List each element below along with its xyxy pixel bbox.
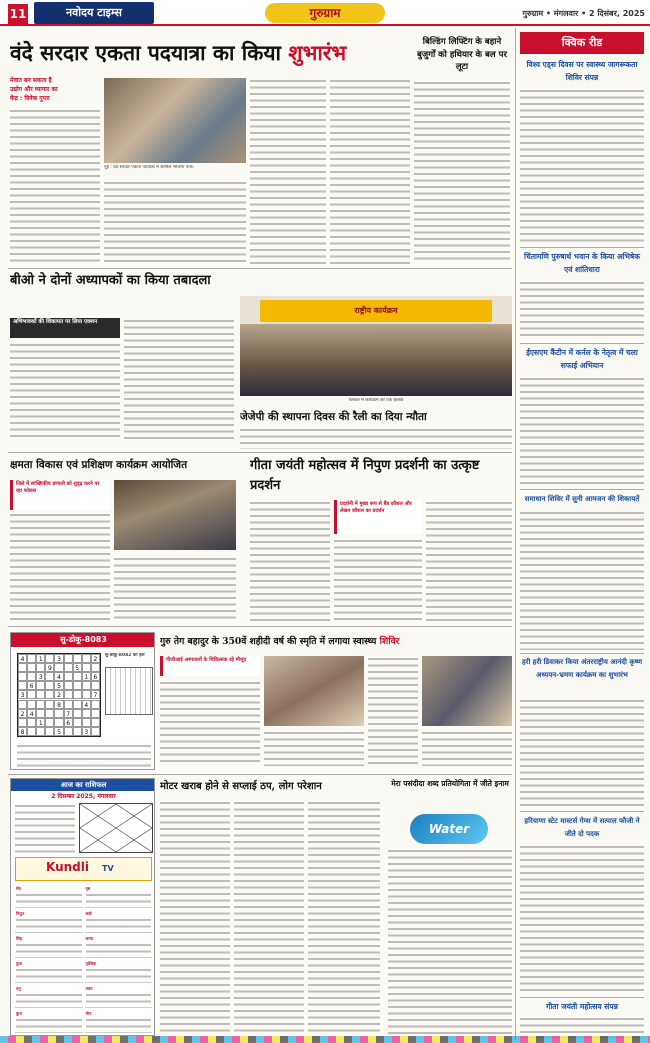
sudoku-cell [73, 681, 82, 690]
divider [520, 489, 644, 490]
lead-photo-caption: नूंह : वंदे सरदार एकता पदयात्रा में शामिल भाजपा नेता। [104, 165, 194, 170]
sudoku-cell [82, 681, 91, 690]
sudoku-cell [18, 700, 27, 709]
guru-body-col3 [368, 656, 418, 766]
rashi-sign [85, 960, 153, 983]
harihar-headline: हरी हरी डिवाकर किया अंतरराष्ट्रीय आनंदी कृष्ण अध्ययन-भ्रमण कार्यक्रम का शुभारंभ [521, 657, 643, 679]
sudoku-grid [17, 653, 101, 737]
bio-body-col2 [124, 318, 234, 440]
rashi-sign [15, 960, 83, 983]
sudoku-cell: 8 [18, 727, 27, 736]
sudoku-cell [73, 672, 82, 681]
rashi-sign-text [86, 1017, 152, 1031]
motor-headline: मोटर खराब होने से सप्लाई ठप, लोग परेशान [160, 781, 322, 792]
sudoku-cell [45, 690, 54, 699]
rashi-sign [85, 910, 153, 933]
sudoku-cell: 2 [54, 690, 63, 699]
divider [520, 997, 644, 998]
sudoku-cell [82, 690, 91, 699]
sudoku-cell: 3 [82, 727, 91, 736]
guru-body-col1 [160, 680, 260, 766]
lead-kicker-line3: केंद्र : विवेक गुप्ता [10, 95, 50, 102]
gita-rt-body [520, 1016, 644, 1038]
lead-headline [10, 38, 420, 72]
lead-photo [104, 78, 246, 163]
rashi-sign-name: धनु [16, 986, 21, 991]
motor-body-col2 [234, 800, 304, 1036]
building-body [414, 80, 510, 264]
sudoku-cell: 9 [45, 663, 54, 672]
rashi-sign [85, 885, 153, 908]
esim-headline: ईएसएम कैंटीन में कर्नल के नेतृत्व में चला सफाई अभियान [526, 348, 638, 370]
column-divider [515, 28, 516, 1040]
sudoku-cell [27, 727, 36, 736]
rashi-sign-name: मीन [85, 1011, 92, 1016]
rashi-sign-text [16, 942, 82, 956]
rashi-sign [85, 1010, 153, 1033]
sudoku-cell [36, 681, 45, 690]
sudoku-cell [45, 654, 54, 663]
sudoku-cell: 2 [91, 654, 100, 663]
sudoku-cell [64, 681, 73, 690]
lead-body-col3 [250, 78, 326, 264]
masthead [0, 0, 650, 26]
sudoku-cell: 4 [82, 700, 91, 709]
rashi-sign-text [86, 917, 152, 931]
rashi-sign-text [86, 967, 152, 981]
sudoku-cell [54, 663, 63, 672]
sudoku-cell: 7 [91, 690, 100, 699]
building-headline: बिल्डिंग लिफ्टिंग के बहाने बुजुर्गों को हथियार के बल पर लूटा [417, 37, 507, 72]
rashi-sign-name: कन्या [85, 936, 94, 941]
sudoku-cell [18, 718, 27, 727]
sudoku-cell [64, 663, 73, 672]
guru-body-col4 [422, 730, 512, 766]
sudoku-cell: 1 [36, 718, 45, 727]
divider [8, 268, 512, 269]
sudoku-cell [73, 700, 82, 709]
rashi-sign-name: कर्क [85, 911, 92, 916]
rashi-sign-name: मेष [16, 886, 21, 891]
registration-strip [0, 1036, 650, 1043]
sudoku-cell [64, 690, 73, 699]
rashi-sign-name: कुंभ [16, 1011, 22, 1016]
rashi-sign [15, 885, 83, 908]
water-logo [410, 814, 488, 844]
sudoku-cell: 1 [82, 672, 91, 681]
rashi-sign-name: मकर [85, 986, 93, 991]
training-kicker: जिले में सांख्यिकीय प्रणाली को सुदृढ़ करने पर रहा फोकस [10, 480, 110, 510]
sudoku-answer-grid [105, 667, 153, 715]
guru-headline-text: गुरु तेग बहादुर के 350वें शहीदी वर्ष की स्मृति में लगाया स्वास्थ्य [160, 636, 377, 647]
event-banner: राष्ट्रीय कार्यक्रम [260, 300, 492, 322]
lead-headline-highlight: शुभारंभ [288, 40, 347, 65]
kundli-chart [79, 803, 153, 853]
lead-body-col1 [10, 108, 100, 264]
event-crowd [240, 324, 512, 396]
guru-headline [160, 632, 512, 652]
sudoku-cell [91, 727, 100, 736]
divider [8, 452, 512, 453]
sudoku-cell: 5 [73, 663, 82, 672]
lead-kicker-line2: उद्योग और व्यापार का [10, 86, 58, 93]
sudoku-cell [45, 709, 54, 718]
rashi-sign-text [16, 967, 82, 981]
sudoku-cell [27, 700, 36, 709]
lead-headline-text: वंदे सरदार एकता पदयात्रा का किया [10, 40, 281, 65]
sudoku-cell [27, 663, 36, 672]
sudoku-cell: 2 [18, 709, 27, 718]
sudoku-cell [91, 681, 100, 690]
sudoku-cell [91, 700, 100, 709]
gita-body-col3 [426, 500, 512, 622]
sudoku-cell: 3 [18, 690, 27, 699]
rashi-sign [15, 985, 83, 1008]
sudoku-cell: 6 [27, 681, 36, 690]
gita-headline: गीता जयंती महोत्सव में निपुण प्रदर्शनी का उत्कृष्ट प्रदर्शन [250, 458, 480, 493]
event-caption: पलवल में कार्यक्रम की एक झलक [348, 398, 404, 403]
sudoku-cell [64, 727, 73, 736]
sudoku-cell [36, 663, 45, 672]
kundli-diagram [80, 804, 152, 852]
sudoku-cell [64, 672, 73, 681]
training-body-col2 [114, 556, 236, 622]
training-headline: क्षमता विकास एवं प्रशिक्षण कार्यक्रम आयोजित [10, 459, 188, 471]
sudoku-cell [36, 690, 45, 699]
divider [520, 653, 644, 654]
divider [520, 811, 644, 812]
guru-photo-2 [422, 656, 512, 726]
guru-kicker: पीजीआई अस्पतालों के चिकित्सक रहे मौजूद [160, 656, 260, 676]
sudoku-cell [82, 718, 91, 727]
sudoku-cell [27, 654, 36, 663]
sudoku-cell [45, 727, 54, 736]
guru-body-col2 [264, 730, 364, 766]
rashi-sign-name: सिंह [16, 936, 22, 941]
gita-rt-headline: गीता जयंती महोत्सव संपन्न [546, 1002, 618, 1011]
rashi-sign-name: वृश्चिक [85, 961, 97, 966]
rashi-sign [15, 935, 83, 958]
sudoku-cell [73, 727, 82, 736]
rashi-sign [85, 985, 153, 1008]
aids-body [520, 88, 644, 244]
water-logo-text: Water [428, 822, 470, 836]
sudoku-cell [73, 690, 82, 699]
rashi-sign-text [16, 892, 82, 906]
jjp-body [240, 427, 512, 449]
harihar-body [520, 698, 644, 808]
sudoku-cell [64, 654, 73, 663]
sudoku-cell: 4 [27, 709, 36, 718]
sudoku-cell [18, 681, 27, 690]
rashi-sign-text [86, 892, 152, 906]
dateline: गुरुग्राम • मंगलवार • 2 दिसंबर, 2025 [522, 9, 645, 18]
sudoku-cell: 1 [36, 654, 45, 663]
paper-name: नवोदय टाइम्स [34, 2, 154, 24]
sudoku-cell: 4 [18, 654, 27, 663]
samadhan-headline: समाधान शिविर में सुनी आमजन की शिकायतें [524, 494, 640, 503]
sudoku-title: सु-डोकू-8083 [11, 633, 155, 647]
sudoku-cell [45, 681, 54, 690]
divider [8, 626, 512, 627]
sudoku-cell [36, 727, 45, 736]
event-photo [240, 296, 512, 396]
sudoku-cell [91, 663, 100, 672]
sudoku-cell: 4 [54, 672, 63, 681]
guru-headline-highlight: शिविर [379, 636, 400, 647]
sudoku-cell [73, 709, 82, 718]
rashi-sign [15, 910, 83, 933]
sudoku-answer-title: सु-डोकू-8082 का हल [105, 653, 145, 658]
sudoku-cell: 3 [54, 654, 63, 663]
quick-read-header: क्विक रीड [520, 32, 644, 54]
sudoku-cell [18, 672, 27, 681]
sudoku-cell [36, 709, 45, 718]
section-badge: गुरुग्राम [265, 3, 385, 23]
sudoku-cell [45, 700, 54, 709]
mera-headline: मेरा पसंदीदा शब्द प्रतियोगिता में जीते इनाम [391, 779, 509, 788]
sudoku-cell: 5 [54, 681, 63, 690]
sudoku-cell [54, 709, 63, 718]
rashi-sign-name: मिथुन [16, 911, 25, 916]
divider [520, 247, 644, 248]
haryana-headline: हरियाणा स्टेट मास्टर्स गेम्स में सत्पाल फौजी ने जीते दो पदक [524, 816, 640, 838]
training-photo [114, 480, 236, 550]
divider [8, 774, 512, 775]
bio-headline: बीओ ने दोनों अध्यापकों का किया तबादला [10, 273, 211, 288]
sudoku-instructions [17, 743, 151, 767]
rashi-sign-name: तुला [16, 961, 23, 966]
jjp-headline: जेजेपी की स्थापना दिवस की रैली का दिया न्यौता [240, 411, 427, 423]
samadhan-body [520, 510, 644, 650]
sudoku-cell [64, 700, 73, 709]
sudoku-box [10, 632, 155, 770]
lead-kicker [10, 76, 100, 106]
sudoku-cell [45, 672, 54, 681]
sudoku-cell [73, 718, 82, 727]
rashifal-box [10, 778, 155, 1036]
gita-kicker: प्रदर्शनी में मुख्य रूप से बैंड कौशल और लेखन कौशल का प्रदर्शन [334, 500, 422, 534]
rashifal-panchang [15, 803, 75, 853]
sudoku-cell [73, 654, 82, 663]
page-number: 11 [8, 4, 28, 24]
bio-kicker: अभिभावकों की शिकायत पर लिया एक्शन [10, 318, 120, 338]
rashi-sign-name: वृष [85, 886, 91, 891]
sudoku-cell [82, 663, 91, 672]
rashi-sign-text [86, 942, 152, 956]
sudoku-cell: 6 [91, 672, 100, 681]
rashi-sign-text [16, 917, 82, 931]
kundli-ad-brand: Kundli [46, 860, 89, 874]
mera-body [388, 848, 512, 1036]
sudoku-cell: 3 [36, 672, 45, 681]
sudoku-cell [54, 718, 63, 727]
sudoku-cell: 5 [54, 727, 63, 736]
sudoku-cell [27, 672, 36, 681]
chintamani-headline: चिंतामणि पुरुषार्थ भवान के किया अभिषेक एवं शांतिधारा [524, 252, 640, 274]
sudoku-cell: 8 [54, 700, 63, 709]
haryana-body [520, 844, 644, 994]
sudoku-cell [91, 709, 100, 718]
lead-body-col2 [104, 180, 246, 264]
rashi-sign-text [16, 1017, 82, 1031]
motor-body-col3 [308, 800, 380, 1036]
esim-body [520, 376, 644, 486]
training-body-col1 [10, 512, 110, 622]
lead-kicker-line1: मेवात बन सकता है [10, 77, 52, 84]
sudoku-cell [91, 718, 100, 727]
rashi-sign [15, 1010, 83, 1033]
sudoku-cell [45, 718, 54, 727]
rashi-sign-text [16, 992, 82, 1006]
sudoku-cell [18, 663, 27, 672]
sudoku-cell [82, 709, 91, 718]
sudoku-cell: 7 [64, 709, 73, 718]
divider [520, 343, 644, 344]
sudoku-cell [27, 690, 36, 699]
sudoku-cell: 6 [64, 718, 73, 727]
chintamani-body [520, 280, 644, 340]
sudoku-cell [27, 718, 36, 727]
bio-body-col1 [10, 342, 120, 440]
sudoku-cell [82, 654, 91, 663]
sudoku-cell [36, 700, 45, 709]
rashifal-title: आज का राशिफल [11, 779, 155, 791]
rashi-sign [85, 935, 153, 958]
rashifal-signs [15, 885, 152, 1033]
kundli-ad-tv: TV [102, 864, 114, 873]
lead-body-col4 [330, 78, 410, 264]
kundli-ad [15, 857, 152, 881]
gita-body-col1 [250, 500, 330, 622]
rashi-sign-text [86, 992, 152, 1006]
motor-body-col1 [160, 800, 230, 1036]
rashifal-date: 2 दिसम्बर 2025, मंगलवार [51, 793, 116, 800]
gita-body-col2 [334, 538, 422, 622]
guru-photo-1 [264, 656, 364, 726]
aids-headline: विश्व एड्स दिवस पर स्वास्थ्य जागरूकता शिविर संपन्न [526, 60, 638, 82]
